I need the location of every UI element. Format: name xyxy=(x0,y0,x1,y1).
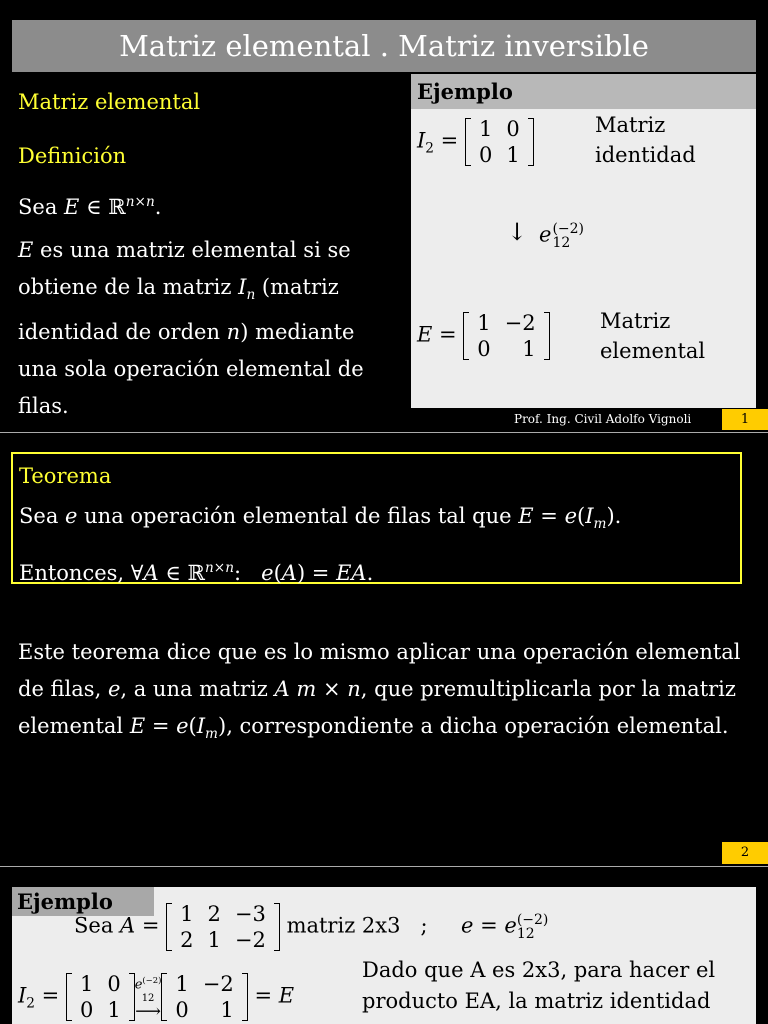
slide-title: Matriz elemental . Matriz inversible xyxy=(12,20,756,72)
theorem-label: Teorema xyxy=(19,464,112,488)
elemental-label: Matriz elemental xyxy=(600,309,706,363)
matrix-a: 1 2 −3 2 1 −2 xyxy=(166,901,280,953)
definition-sea-line: Sea E ∈ ℝ$^{n\times n}$. xyxy=(18,194,162,219)
theorem-line-2: Entonces, ∀A ∈ ℝ$^{n\times n}$: e(A) = EA. xyxy=(19,560,374,586)
page-number: 1 xyxy=(722,409,768,430)
right-arrow-icon: $e^{(-2)}$ 12 ⟶ xyxy=(134,974,162,1023)
side-explanation: Dado que A es 2x3, para hacer el producto EA, la matriz identidad xyxy=(362,958,716,1013)
matrix-a-equation: Sea A = 1 2 −3 2 1 −2 matriz 2x3 ; e = e (−2) 12 xyxy=(74,902,549,952)
operation-label: e (−2) 12 xyxy=(539,221,584,251)
theorem-explanation: Este teorema dice que es lo mismo aplicar una operación elemental de filas, e, a una matriz A m × n, que premultiplicarla por la matriz elemental $E = e(I_m)$, correspondiente a dicha operación elemental. xyxy=(18,640,741,743)
elemental-matrix: 1 −2 0 1 xyxy=(463,310,549,362)
definition-text: E es una matriz elemental si se obtiene de la matriz $I_n$ (matriz identidad de orden n) mediante una sola operación elemental de filas. xyxy=(18,238,364,419)
definition-label: Definición xyxy=(18,144,127,168)
example-box xyxy=(12,887,756,1024)
slide-divider xyxy=(0,432,768,433)
elemental-equation: E = 1 −2 0 1 xyxy=(417,310,550,362)
def-text-3: ) mediante una sola operación elemental de filas. xyxy=(18,320,364,419)
example-box xyxy=(411,74,756,408)
example-label: Ejemplo xyxy=(12,887,154,916)
identity-matrix: 1 0 0 1 xyxy=(465,116,534,168)
theorem-line-1: Sea e una operación elemental de filas tal que $E = e(I_m)$. xyxy=(19,504,622,533)
example-label: Ejemplo xyxy=(411,74,756,109)
result-matrix: 1 −2 0 1 xyxy=(161,971,247,1023)
def-text-1: es una matriz elemental si se obtiene de la matriz xyxy=(18,238,351,299)
identity-label: Matriz identidad xyxy=(595,113,696,167)
def-text-2: (matriz identidad de orden xyxy=(18,275,339,345)
down-arrow-icon: ↓ xyxy=(507,218,528,246)
footer-author: Prof. Ing. Civil Adolfo Vignoli xyxy=(514,412,692,426)
sea-word: Sea xyxy=(18,195,58,219)
product-equation: $I_2$ = 1 0 0 1 $e^{(-2)}$ 12 ⟶ 1 −2 0 1 = E xyxy=(18,972,295,1023)
slide-divider xyxy=(0,866,768,867)
identity-matrix: 1 0 0 1 xyxy=(66,971,135,1023)
theorem-box xyxy=(11,452,742,584)
page-number: 2 xyxy=(722,842,768,864)
definition-block xyxy=(18,84,398,425)
identity-equation: $I_2$ = 1 0 0 1 xyxy=(417,116,534,168)
section-heading: Matriz elemental xyxy=(18,90,201,114)
